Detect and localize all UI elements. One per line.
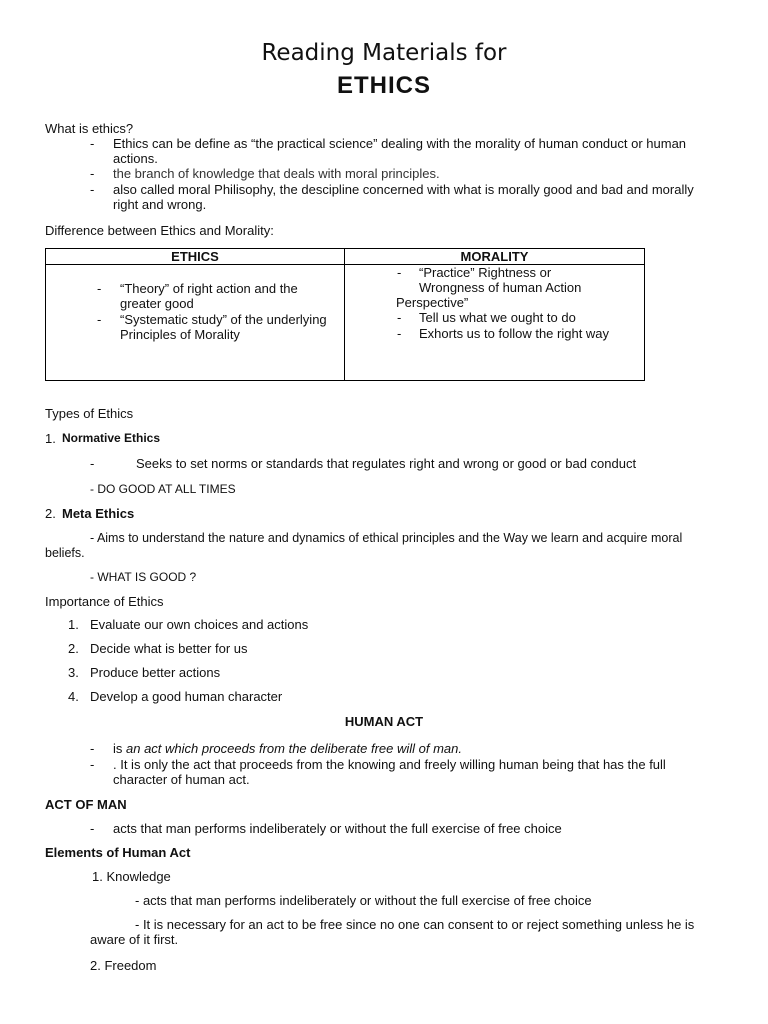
section-heading-human-act: HUMAN ACT: [344, 714, 424, 729]
bullet-dash: -: [97, 312, 102, 327]
knowledge-sub-2: - It is necessary for an act to be free since no one can consent to or reject something unless he is aware of it first.: [90, 917, 695, 947]
morality-item-1-line-3: Perspective”: [396, 295, 469, 310]
table-column-divider: [344, 249, 345, 380]
meta-ethics-label: Meta Ethics: [62, 506, 135, 521]
bullet-dash: -: [97, 281, 102, 296]
normative-ethics-label: Normative Ethics: [62, 431, 161, 445]
document-subject: ETHICS: [336, 72, 431, 99]
morality-item-3: Exhorts us to follow the right way: [419, 326, 610, 341]
importance-number-1: 1.: [68, 617, 79, 632]
bullet-dash: -: [90, 166, 95, 181]
table-header-morality: MORALITY: [460, 249, 529, 264]
importance-number-3: 3.: [68, 665, 79, 680]
element-knowledge: 1. Knowledge: [92, 869, 171, 884]
human-act-item-1-prefix: is: [113, 741, 126, 756]
bullet-dash: -: [90, 741, 95, 756]
document-title: Reading Materials for: [261, 40, 507, 66]
human-act-item-1: [113, 741, 462, 756]
bullet-dash: -: [90, 136, 95, 151]
importance-number-2: 2.: [68, 641, 79, 656]
morality-item-2: Tell us what we ought to do: [419, 310, 576, 325]
importance-item-3: Produce better actions: [90, 665, 221, 680]
human-act-item-1-italic: an act which proceeds from the deliberate free will of man.: [126, 741, 463, 756]
bullet-dash: -: [397, 310, 402, 325]
importance-item-1: Evaluate our own choices and actions: [90, 617, 309, 632]
table-header-divider: [46, 264, 644, 265]
what-is-bullet-3: also called moral Philisophy, the descipline concerned with what is morally good and bad and morally right and wrong.: [113, 182, 694, 212]
morality-item-1-line-2: Wrongness of human Action: [419, 280, 582, 295]
section-heading-what-is-ethics: What is ethics?: [45, 121, 134, 136]
section-heading-difference: Difference between Ethics and Morality:: [45, 223, 274, 238]
what-is-bullet-2: the branch of knowledge that deals with moral principles.: [113, 166, 440, 181]
element-freedom: 2. Freedom: [90, 958, 157, 973]
bullet-dash: -: [90, 182, 95, 197]
section-heading-act-of-man: ACT OF MAN: [45, 797, 127, 812]
meta-number: 2.: [45, 506, 56, 521]
bullet-dash: -: [397, 265, 402, 280]
ethics-item-2: “Systematic study” of the underlying Principles of Morality: [120, 312, 327, 342]
knowledge-sub-1: - acts that man performs indeliberately or without the full exercise of free choice: [135, 893, 592, 908]
meta-description: - Aims to understand the nature and dynamics of ethical principles and the Way we learn and acquire moral beliefs.: [45, 531, 683, 560]
table-header-ethics: ETHICS: [171, 249, 219, 264]
normative-description: Seeks to set norms or standards that regulates right and wrong or good or bad conduct: [136, 456, 637, 471]
bullet-dash: -: [397, 326, 402, 341]
morality-item-1-line-1: “Practice” Rightness or: [419, 265, 552, 280]
bullet-dash: -: [90, 456, 95, 471]
importance-item-2: Decide what is better for us: [90, 641, 248, 656]
section-heading-types: Types of Ethics: [45, 406, 134, 421]
section-heading-elements: Elements of Human Act: [45, 845, 191, 860]
what-is-bullet-1: Ethics can be define as “the practical science” dealing with the morality of human conduct or human actions.: [113, 136, 687, 166]
act-of-man-item: acts that man performs indeliberately or without the full exercise of free choice: [113, 821, 562, 836]
ethics-morality-table: [45, 248, 645, 381]
meta-motto: - WHAT IS GOOD ?: [90, 570, 197, 584]
human-act-item-2: . It is only the act that proceeds from the knowing and freely willing human being that has the full character of human act.: [113, 757, 666, 787]
normative-number: 1.: [45, 431, 56, 446]
importance-item-4: Develop a good human character: [90, 689, 283, 704]
section-heading-importance: Importance of Ethics: [45, 594, 164, 609]
bullet-dash: -: [90, 821, 95, 836]
importance-number-4: 4.: [68, 689, 79, 704]
bullet-dash: -: [90, 757, 95, 772]
ethics-item-1: “Theory” of right action and the greater good: [120, 281, 298, 311]
normative-motto: - DO GOOD AT ALL TIMES: [90, 482, 236, 496]
